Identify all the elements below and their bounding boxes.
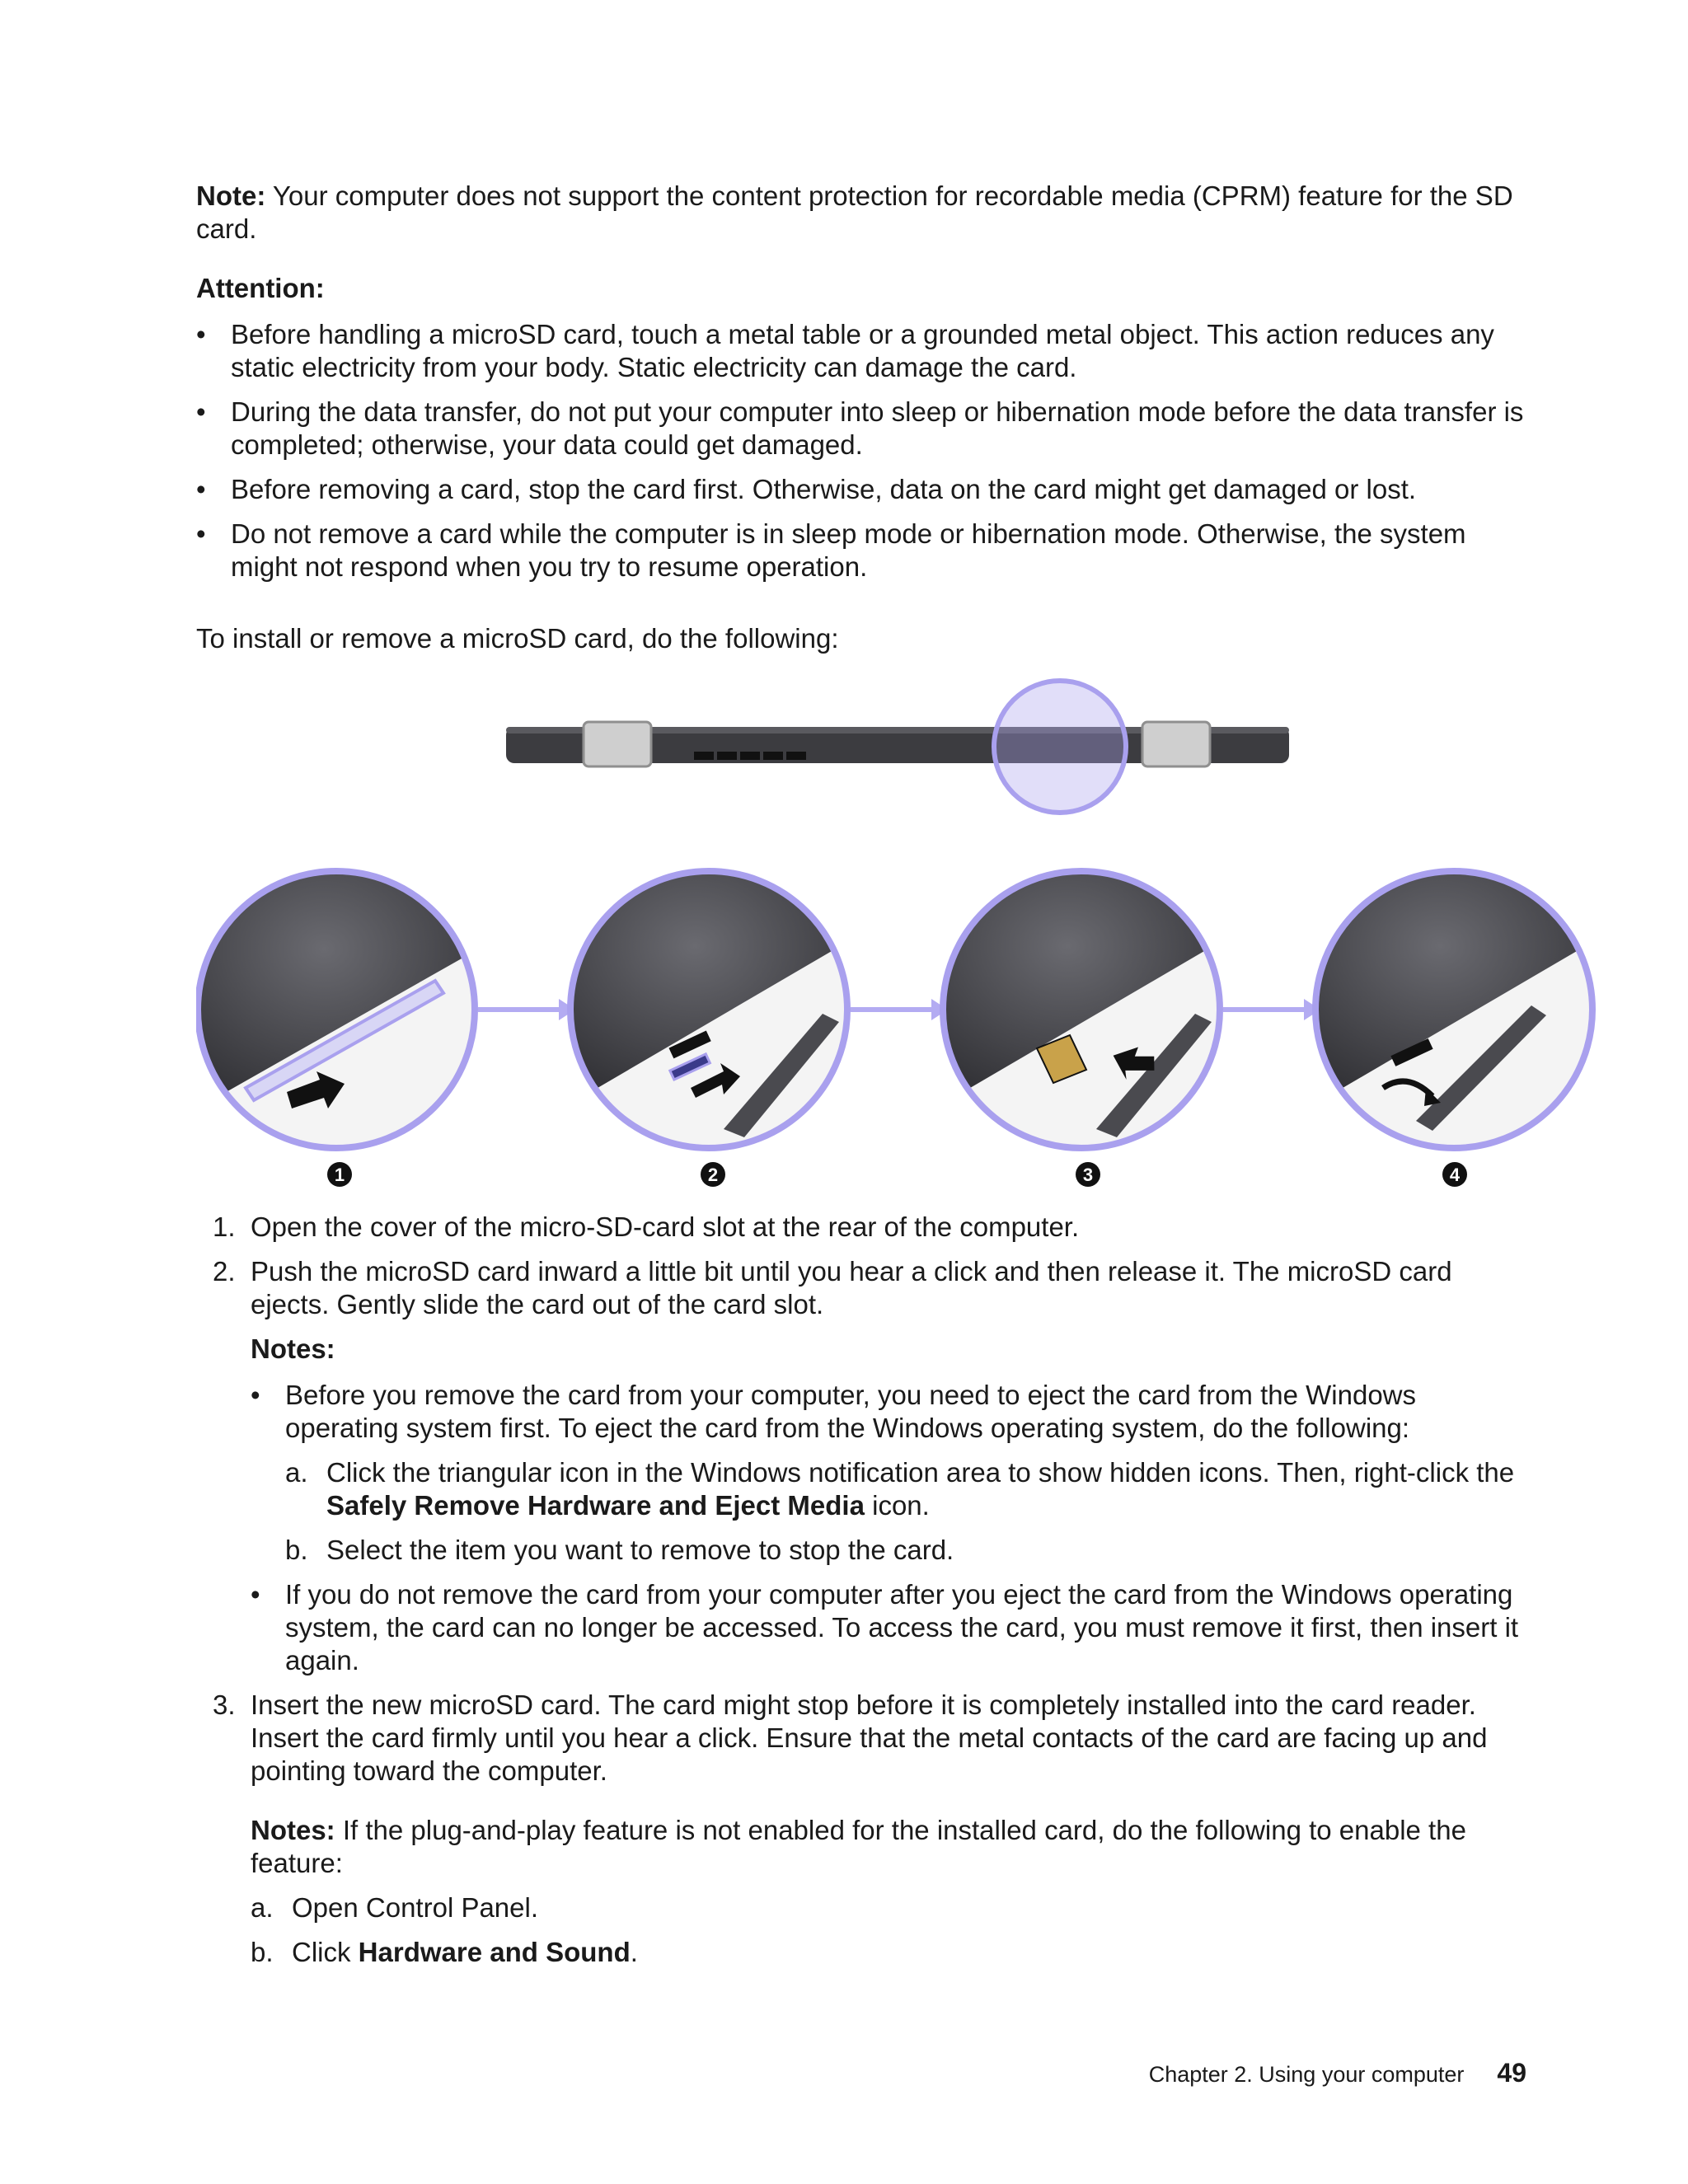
substep-text: Select the item you want to remove to stop the card. — [326, 1535, 954, 1565]
notes-label: Notes: — [251, 1815, 335, 1845]
note-label: Note: — [196, 180, 266, 211]
step-1-closeup — [196, 865, 481, 1154]
substep-letter: a. — [285, 1457, 308, 1488]
substep-text: Click — [292, 1937, 359, 1967]
substep-letter: b. — [251, 1937, 274, 1967]
substep-text: Open Control Panel. — [292, 1892, 539, 1923]
step-2-closeup — [567, 865, 851, 1154]
attention-item: • During the data transfer, do not put your computer into sleep or hibernation mode before the data transfer is completed; otherwise, your data could get damaged. — [196, 396, 1531, 462]
step-2 — [196, 1255, 1531, 1321]
microsd-illustration — [196, 676, 1614, 1203]
attention-section — [196, 272, 1531, 595]
callout-3: 3 — [1082, 1165, 1094, 1185]
note-bullet: • If you do not remove the card from your computer after you eject the card from the Windows operating system, the card can no longer be accessed. To access the card, you must remove it first, then insert it again. — [196, 1578, 1531, 1677]
steps-list — [196, 1211, 1531, 1980]
substep-a — [196, 1456, 1531, 1522]
substep-text: icon. — [864, 1490, 930, 1521]
notes-label: Notes: — [251, 1333, 335, 1364]
step-4-closeup — [1312, 865, 1597, 1154]
step-text: Open the cover of the micro-SD-card slot at the rear of the computer. — [251, 1212, 1080, 1242]
step-callouts — [327, 1162, 1467, 1187]
substep-text: . — [630, 1937, 638, 1967]
substep-b — [196, 1534, 1531, 1567]
page-footer — [1149, 2056, 1526, 2091]
attention-item: • Do not remove a card while the computer is in sleep mode or hibernation mode. Otherwise, the system might not respond when you try to resume operation. — [196, 518, 1531, 583]
note-paragraph — [196, 180, 1531, 246]
chapter-title: Chapter 2. Using your computer — [1148, 2062, 1465, 2087]
step-number: 2. — [213, 1256, 236, 1286]
attention-label: Attention: — [196, 273, 325, 303]
page-number: 49 — [1497, 2058, 1526, 2088]
substep-text: Click the triangular icon in the Windows notification area to show hidden icons. Then, right-click the — [326, 1457, 1515, 1488]
intro-paragraph — [196, 622, 1531, 655]
step-3-closeup — [940, 865, 1224, 1154]
callout-4: 4 — [1449, 1165, 1461, 1185]
substep-a — [196, 1891, 1531, 1924]
note-text: Your computer does not support the content protection for recordable media (CPRM) feature for the SD card. — [196, 180, 1513, 244]
intro-text: To install or remove a microSD card, do the following: — [196, 623, 839, 654]
step-1 — [196, 1211, 1531, 1244]
step-text: Insert the new microSD card. The card might stop before it is completely installed into the card reader. Insert the card firmly until you hear a click. Ensure that the metal contacts of the card are facing up and pointing toward the computer. — [251, 1690, 1488, 1786]
attention-item: • Before removing a card, stop the card first. Otherwise, data on the card might get damaged or lost. — [196, 473, 1531, 506]
note-bullet: • Before you remove the card from your computer, you need to eject the card from the Windows operating system first. To eject the card from the Windows operating system, do the following: — [196, 1379, 1531, 1445]
step-number: 3. — [213, 1690, 236, 1720]
substep-letter: b. — [285, 1535, 308, 1565]
attention-item: • Before handling a microSD card, touch a metal table or a grounded metal object. This action reduces any static electricity from your body. Static electricity can damage the card. — [196, 318, 1531, 384]
substep-bold: Hardware and Sound — [358, 1937, 631, 1967]
step-number: 1. — [213, 1212, 236, 1242]
notes-text: If the plug-and-play feature is not enabled for the installed card, do the following to enable the feature: — [251, 1815, 1466, 1878]
substep-b — [196, 1936, 1531, 1969]
substep-bold: Safely Remove Hardware and Eject Media — [326, 1490, 865, 1521]
step-3 — [196, 1689, 1531, 1788]
callout-2: 2 — [707, 1165, 719, 1185]
callout-1: 1 — [334, 1165, 345, 1185]
laptop-rear-view — [506, 681, 1289, 813]
substep-letter: a. — [251, 1892, 274, 1923]
step-text: Push the microSD card inward a little bit until you hear a click and then release it. The microSD card ejects. Gently slide the card out of the card slot. — [251, 1256, 1452, 1319]
